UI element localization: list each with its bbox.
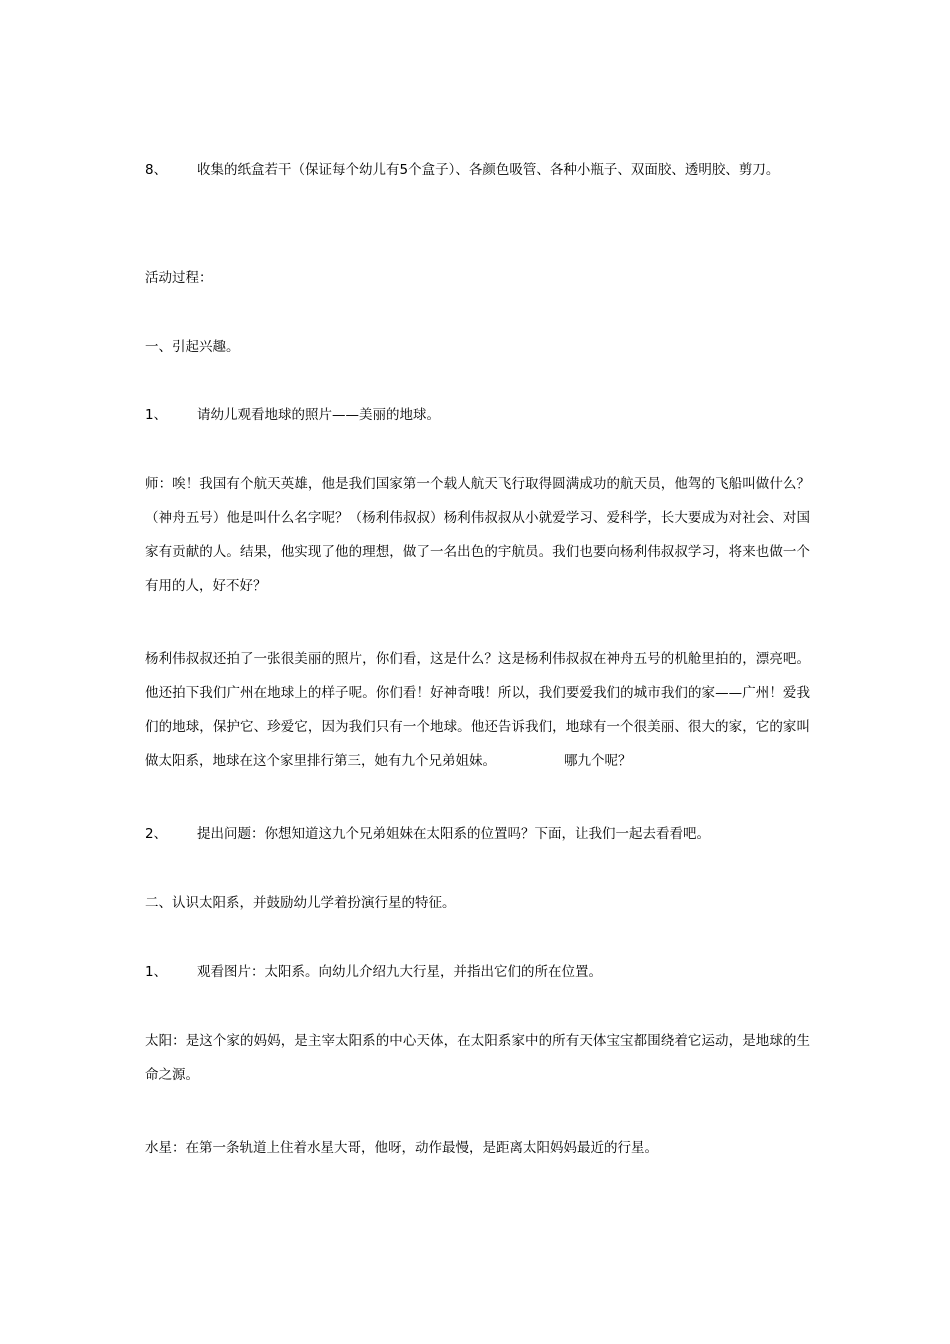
item-text: 请幼儿观看地球的照片——美丽的地球。 [197,407,440,423]
item-number: 1、 [145,964,168,980]
sun-paragraph: 太阳：是这个家的妈妈，是主宰太阳系的中心天体，在太阳系家中的所有天体宝宝都围绕着它运动，是地球的生命之源。 [145,1033,810,1083]
activity-process-heading: 活动过程： [145,270,213,286]
photo-paragraph [145,642,810,778]
item-text: 提出问题：你想知道这九个兄弟姐妹在太阳系的位置吗？下面，让我们一起去看看吧。 [197,826,710,842]
teacher-paragraph: 师：唉！我国有个航天英雄，他是我们国家第一个载人航天飞行取得圆满成功的航天员，他驾的飞船叫做什么？（神舟五号）他是叫什么名字呢？（杨利伟叔叔）杨利伟叔叔从小就爱学习、爱科学，长大要成为对社会、对国家有贡献的人。结果，他实现了他的理想，做了一名出色的宇航员。我们也要向杨利伟叔叔学习，将来也做一个有用的人，好不好？ [145,476,810,594]
photo-paragraph-text: 杨利伟叔叔还拍了一张很美丽的照片，你们看，这是什么？这是杨利伟叔叔在神舟五号的机舱里拍的，漂亮吧。他还拍下我们广州在地球上的样子呢。你们看！好神奇哦！所以，我们要爱我们的城市我们的家——广州！爱我们的地球，保护它、珍爱它，因为我们只有一个地球。他还告诉我们，地球有一个很美丽、很大的家，它的家叫做太阳系，地球在这个家里排行第三，她有九个兄弟姐妹。 [145,651,810,769]
section-2-item-1 [145,955,810,989]
item-number: 8、 [145,162,168,178]
photo-paragraph-question: 哪九个呢？ [564,753,632,769]
section-2-heading: 二、认识太阳系，并鼓励幼儿学着扮演行星的特征。 [145,895,456,911]
item-number: 2、 [145,826,168,842]
section-1-item-2 [145,817,810,851]
section-1-heading: 一、引起兴趣。 [145,339,240,355]
item-text: 收集的纸盒若干（保证每个幼儿有5个盒子）、各颜色吸管、各种小瓶子、双面胶、透明胶、剪刀。 [197,162,780,178]
section-1-item-1 [145,398,810,432]
mercury-paragraph: 水星：在第一条轨道上住着水星大哥，他呀，动作最慢，是距离太阳妈妈最近的行星。 [145,1140,658,1156]
item-number: 1、 [145,407,168,423]
item-8-materials [145,153,810,187]
item-text: 观看图片：太阳系。向幼儿介绍九大行星，并指出它们的所在位置。 [197,964,602,980]
